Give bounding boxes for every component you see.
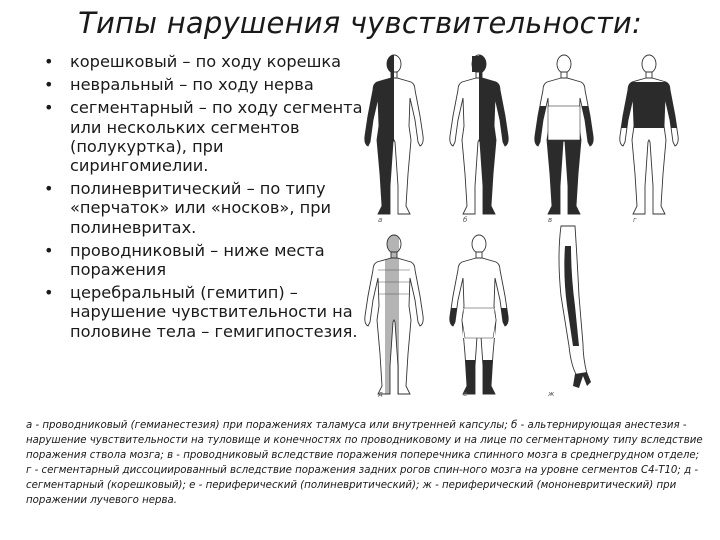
figure-label-g: г	[633, 216, 637, 224]
figure-v-conductive-below-chest	[535, 55, 593, 214]
sensory-loss-figures	[364, 50, 704, 400]
bullet-marker: •	[44, 179, 54, 199]
figure-label-a: а	[378, 216, 383, 224]
bullet-item-segmental	[44, 98, 364, 175]
bullet-list	[44, 52, 364, 345]
figure-label-zh: ж	[548, 390, 555, 398]
figure-label-b: б	[463, 216, 468, 224]
figure-d-segmental-radicular	[365, 235, 423, 394]
bullet-item-radicular	[44, 52, 364, 71]
bullet-item-cerebral	[44, 283, 364, 341]
figure-caption: а - проводниковый (гемианестезия) при поражениях таламуса или внутренней капсулы; б - альтернирующая анестезия - нарушение чувствительности на туловище и конечностях по проводниковому и на лице по сегментарному типу вследствие поражения ствола мозга; в - проводниковый вследствие поражения поперечника спинного мозга в среднегрудном отделе; г - сегментарный диссоциированный вследствие поражения задних рогов спин-ного мозга на уровне сегментов С4-Т10; д - сегментарный (корешковый); е - периферический (полиневритический); ж - периферический (мононевритический) при поражении лучевого нерва.	[26, 420, 703, 506]
bullet-text: невральный – по ходу нерва	[70, 75, 314, 95]
bullet-text: проводниковый – ниже места поражения	[70, 240, 325, 280]
figure-b-alternating-anesthesia	[450, 55, 508, 214]
bullet-marker: •	[44, 52, 54, 71]
bullet-item-conductive	[44, 241, 364, 279]
bullet-item-neural	[44, 75, 364, 94]
figure-label-e: е	[463, 390, 468, 398]
bullet-marker: •	[44, 283, 54, 303]
bullet-item-polyneuritic	[44, 179, 364, 237]
bullet-text: полиневритический – по типу «перчаток» или «носков», при полиневритах.	[70, 179, 331, 237]
figure-zh-radial-nerve-arm	[559, 226, 591, 388]
figure-g-segmental-jacket	[620, 55, 678, 214]
bullet-text: корешковый – по ходу корешка	[70, 52, 342, 71]
figure-label-d: д	[378, 390, 383, 398]
bullet-text: сегментарный – по ходу сегмента или нескольких сегментов (полукуртка), при сирингомиелии.	[70, 98, 363, 176]
figure-label-v: в	[548, 216, 553, 224]
bullet-text: церебральный (гемитип) – нарушение чувствительности на половине тела – гемигипостезия.	[70, 283, 358, 341]
bullet-marker: •	[44, 75, 54, 95]
bullet-marker: •	[44, 240, 54, 260]
figure-a-hemianesthesia	[365, 55, 423, 214]
slide-title: Типы нарушения чувствительности:	[78, 6, 642, 40]
bullet-marker: •	[44, 98, 54, 118]
figure-e-polyneuritic	[450, 235, 508, 394]
